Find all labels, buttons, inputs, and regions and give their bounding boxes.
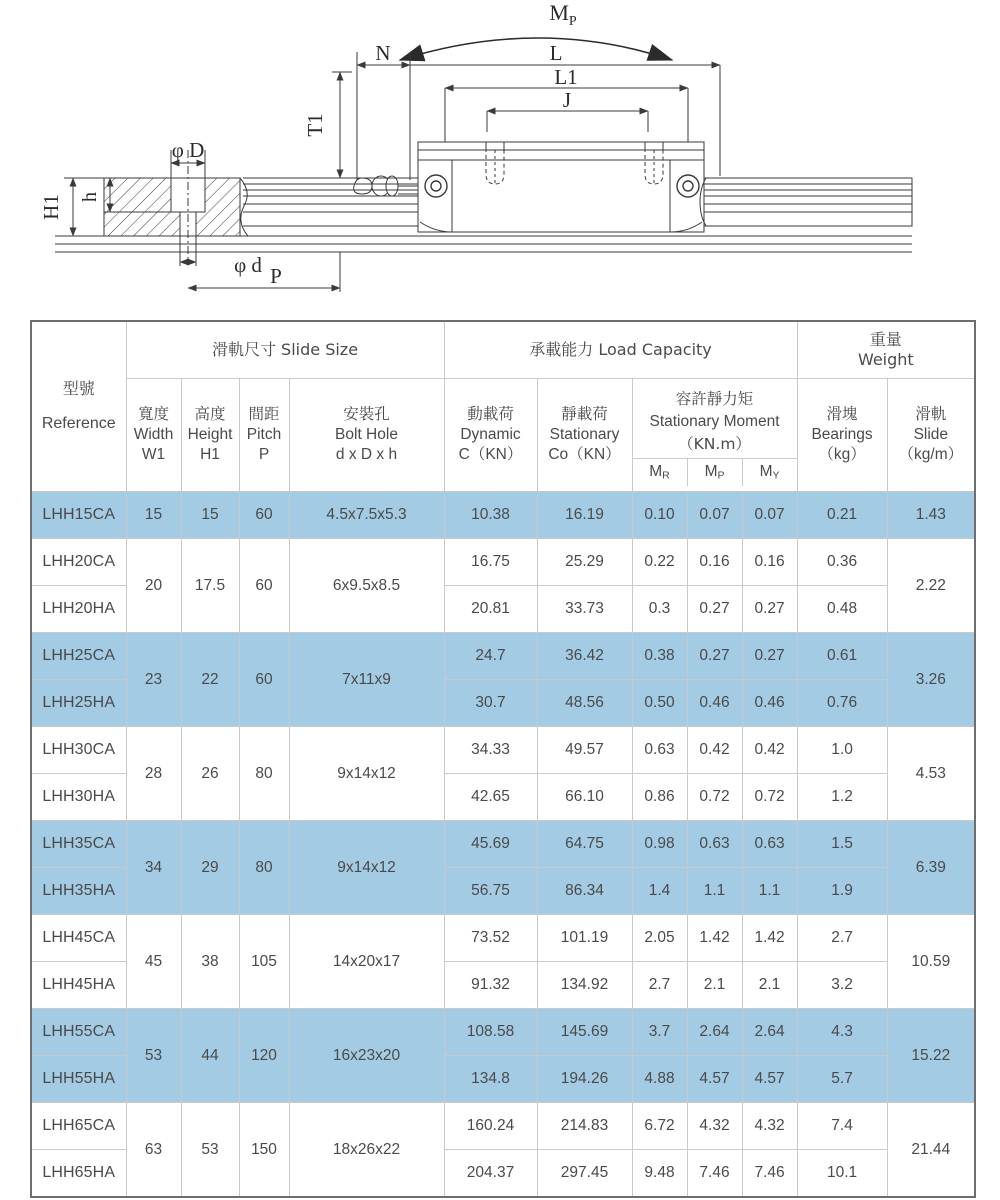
cell-bolt: 9x14x12: [289, 821, 444, 915]
cell-co: 66.10: [537, 774, 632, 821]
header-reference-cjk: 型號: [62, 379, 95, 399]
cell-h1: 26: [181, 727, 239, 821]
label-length-l: L: [549, 41, 563, 65]
cell-my: 1.1: [742, 868, 797, 915]
header-slide-en: Slide: [913, 426, 949, 444]
cell-bearings: 10.1: [797, 1150, 887, 1198]
cell-mr: 0.38: [632, 633, 687, 680]
cell-h1: 29: [181, 821, 239, 915]
cell-co: 49.57: [537, 727, 632, 774]
header-weight: [797, 321, 975, 379]
cell-p: 120: [239, 1009, 289, 1103]
cell-bolt: 7x11x9: [289, 633, 444, 727]
table-row: [31, 727, 975, 774]
header-w1-en: Width: [133, 426, 174, 444]
cell-reference: LHH25HA: [31, 680, 126, 727]
header-col-co: [537, 379, 632, 492]
label-moment-mp: $M_P$: [549, 0, 577, 29]
cell-p: 60: [239, 492, 289, 539]
cell-mp: 7.46: [687, 1150, 742, 1198]
cell-w1: 63: [126, 1103, 181, 1198]
header-bearings-en: Bearings: [811, 426, 873, 444]
cell-mp: 1.1: [687, 868, 742, 915]
header-load-capacity: 承載能力 Load Capacity: [444, 321, 797, 379]
cell-mr: 2.7: [632, 962, 687, 1009]
cell-co: 134.92: [537, 962, 632, 1009]
label-diameter-d: φ D: [171, 138, 205, 162]
cell-my: 2.64: [742, 1009, 797, 1056]
cell-bolt: 4.5x7.5x5.3: [289, 492, 444, 539]
table-header-group-row: [31, 321, 975, 379]
label-height-h: h: [79, 192, 101, 202]
cell-co: 48.56: [537, 680, 632, 727]
header-bolt-en: Bolt Hole: [335, 426, 398, 444]
cell-my: 0.42: [742, 727, 797, 774]
header-w1-sym: W1: [141, 445, 166, 463]
header-w1-cjk: 寬度: [137, 405, 169, 424]
cell-c: 108.58: [444, 1009, 537, 1056]
label-pitch-p: P: [270, 264, 282, 288]
header-slide-sym: （kg/m）: [898, 445, 964, 463]
cell-my: 0.27: [742, 586, 797, 633]
cell-my: 4.57: [742, 1056, 797, 1103]
cell-bolt: 6x9.5x8.5: [289, 539, 444, 633]
table-row: [31, 633, 975, 680]
cell-my: 2.1: [742, 962, 797, 1009]
cell-reference: LHH45CA: [31, 915, 126, 962]
header-co-sym: Co（KN）: [548, 445, 621, 463]
table-row: [31, 539, 975, 586]
cell-p: 80: [239, 821, 289, 915]
label-length-j: J: [562, 88, 572, 112]
cell-slide: 1.43: [887, 492, 975, 539]
cell-mp: 0.72: [687, 774, 742, 821]
cell-bearings: 1.9: [797, 868, 887, 915]
cell-c: 42.65: [444, 774, 537, 821]
cell-co: 194.26: [537, 1056, 632, 1103]
header-bearings-cjk: 滑塊: [826, 405, 858, 424]
cell-mp: 0.07: [687, 492, 742, 539]
cell-mr: 0.10: [632, 492, 687, 539]
cell-mr: 0.98: [632, 821, 687, 868]
cell-co: 25.29: [537, 539, 632, 586]
cell-my: 1.42: [742, 915, 797, 962]
table-row: [31, 1009, 975, 1056]
cell-mp: 2.64: [687, 1009, 742, 1056]
header-co-cjk: 靜載荷: [561, 405, 608, 424]
cell-mp: 2.1: [687, 962, 742, 1009]
header-h1-cjk: 高度: [194, 405, 226, 424]
cell-h1: 22: [181, 633, 239, 727]
cell-bolt: 16x23x20: [289, 1009, 444, 1103]
cell-w1: 45: [126, 915, 181, 1009]
cell-slide: 3.26: [887, 633, 975, 727]
table-row: [31, 915, 975, 962]
cell-bearings: 3.2: [797, 962, 887, 1009]
cell-reference: LHH20HA: [31, 586, 126, 633]
cell-reference: LHH35HA: [31, 868, 126, 915]
cell-p: 150: [239, 1103, 289, 1198]
cell-mr: 0.50: [632, 680, 687, 727]
cell-my: 0.72: [742, 774, 797, 821]
cell-co: 36.42: [537, 633, 632, 680]
cell-co: 145.69: [537, 1009, 632, 1056]
label-height-h1: H1: [39, 194, 63, 220]
header-moment-cjk: 容許靜力矩: [675, 390, 754, 409]
header-weight-en: Weight: [857, 350, 914, 369]
cell-bearings: 5.7: [797, 1056, 887, 1103]
cell-co: 86.34: [537, 868, 632, 915]
cell-mr: 4.88: [632, 1056, 687, 1103]
cell-reference: LHH15CA: [31, 492, 126, 539]
cell-slide: 2.22: [887, 539, 975, 633]
header-col-bolt: [289, 379, 444, 492]
cell-my: 0.63: [742, 821, 797, 868]
header-col-w1: [126, 379, 181, 492]
cell-bolt: 14x20x17: [289, 915, 444, 1009]
header-col-bearings: [797, 379, 887, 492]
cell-reference: LHH65HA: [31, 1150, 126, 1198]
cell-c: 160.24: [444, 1103, 537, 1150]
cell-reference: LHH45HA: [31, 962, 126, 1009]
table-row: [31, 1103, 975, 1150]
cell-my: 0.27: [742, 633, 797, 680]
cell-p: 105: [239, 915, 289, 1009]
header-p-sym: P: [258, 445, 270, 463]
cell-bearings: 7.4: [797, 1103, 887, 1150]
header-col-mr: $M_R$: [633, 459, 688, 486]
cell-bearings: 4.3: [797, 1009, 887, 1056]
header-col-h1: [181, 379, 239, 492]
cell-co: 33.73: [537, 586, 632, 633]
label-height-t1: T1: [303, 113, 327, 137]
cell-mr: 0.22: [632, 539, 687, 586]
header-stationary-moment: [632, 379, 797, 492]
cell-mr: 0.63: [632, 727, 687, 774]
cell-reference: LHH20CA: [31, 539, 126, 586]
cell-mr: 6.72: [632, 1103, 687, 1150]
cell-c: 30.7: [444, 680, 537, 727]
cell-slide: 21.44: [887, 1103, 975, 1198]
cell-c: 34.33: [444, 727, 537, 774]
cell-bolt: 9x14x12: [289, 727, 444, 821]
cell-mp: 0.16: [687, 539, 742, 586]
header-c-sym: C（KN）: [458, 445, 523, 463]
cell-mr: 3.7: [632, 1009, 687, 1056]
cell-w1: 53: [126, 1009, 181, 1103]
cell-bearings: 2.7: [797, 915, 887, 962]
cell-co: 16.19: [537, 492, 632, 539]
cell-c: 204.37: [444, 1150, 537, 1198]
header-bolt-cjk: 安裝孔: [343, 405, 390, 424]
header-moment-en: Stationary Moment: [649, 412, 780, 430]
cell-w1: 34: [126, 821, 181, 915]
cell-h1: 17.5: [181, 539, 239, 633]
cell-mp: 0.46: [687, 680, 742, 727]
header-p-en: Pitch: [246, 426, 282, 444]
header-p-cjk: 間距: [248, 405, 280, 424]
cell-w1: 23: [126, 633, 181, 727]
cell-slide: 15.22: [887, 1009, 975, 1103]
header-slide-cjk: 滑軌: [915, 405, 947, 424]
cell-c: 73.52: [444, 915, 537, 962]
cell-bearings: 0.76: [797, 680, 887, 727]
spec-table-body: [31, 321, 975, 1197]
cell-c: 10.38: [444, 492, 537, 539]
header-co-en: Stationary: [549, 426, 620, 444]
cell-bearings: 0.61: [797, 633, 887, 680]
cell-slide: 4.53: [887, 727, 975, 821]
cell-p: 80: [239, 727, 289, 821]
linear-guide-rail-technical-drawing: [0, 0, 1000, 312]
cell-mp: 0.63: [687, 821, 742, 868]
cell-bearings: 0.21: [797, 492, 887, 539]
cell-mr: 1.4: [632, 868, 687, 915]
label-length-l1: L1: [554, 65, 578, 89]
cell-c: 91.32: [444, 962, 537, 1009]
header-c-en: Dynamic: [460, 426, 521, 444]
cell-c: 16.75: [444, 539, 537, 586]
table-row: [31, 821, 975, 868]
label-length-n: N: [375, 41, 391, 65]
cell-reference: LHH25CA: [31, 633, 126, 680]
cell-mp: 0.27: [687, 633, 742, 680]
cell-my: 4.32: [742, 1103, 797, 1150]
cell-h1: 15: [181, 492, 239, 539]
header-col-my: $M_Y$: [759, 462, 780, 482]
cell-my: 0.16: [742, 539, 797, 586]
cell-my: 0.46: [742, 680, 797, 727]
cell-reference: LHH55CA: [31, 1009, 126, 1056]
header-col-mp: $M_P$: [688, 459, 743, 486]
cell-bearings: 1.0: [797, 727, 887, 774]
cell-mr: 0.3: [632, 586, 687, 633]
cell-h1: 44: [181, 1009, 239, 1103]
header-reference: [31, 321, 126, 492]
cell-p: 60: [239, 539, 289, 633]
cell-bolt: 18x26x22: [289, 1103, 444, 1198]
cell-w1: 28: [126, 727, 181, 821]
moment-arc: [400, 38, 672, 60]
cell-reference: LHH65CA: [31, 1103, 126, 1150]
cell-c: 56.75: [444, 868, 537, 915]
cell-mp: 0.27: [687, 586, 742, 633]
label-diameter-small-d: φ d: [234, 253, 262, 277]
cell-reference: LHH30CA: [31, 727, 126, 774]
header-col-p: [239, 379, 289, 492]
header-weight-cjk: 重量: [869, 329, 902, 349]
header-bolt-sym: d x D x h: [335, 445, 398, 463]
header-h1-en: Height: [187, 426, 233, 444]
cell-bearings: 0.36: [797, 539, 887, 586]
header-c-cjk: 動載荷: [467, 405, 514, 424]
header-h1-sym: H1: [200, 445, 220, 463]
cell-c: 134.8: [444, 1056, 537, 1103]
cell-slide: 10.59: [887, 915, 975, 1009]
spec-table-container: [30, 320, 976, 1198]
cell-w1: 20: [126, 539, 181, 633]
cell-co: 214.83: [537, 1103, 632, 1150]
cell-bearings: 1.2: [797, 774, 887, 821]
table-row: [31, 492, 975, 539]
header-col-slide: [887, 379, 975, 492]
cell-co: 64.75: [537, 821, 632, 868]
cell-bearings: 0.48: [797, 586, 887, 633]
cell-h1: 38: [181, 915, 239, 1009]
header-slide-size: 滑軌尺寸 Slide Size: [126, 321, 444, 379]
cell-mp: 0.42: [687, 727, 742, 774]
cell-mr: 2.05: [632, 915, 687, 962]
cell-p: 60: [239, 633, 289, 727]
cell-co: 297.45: [537, 1150, 632, 1198]
cell-mp: 1.42: [687, 915, 742, 962]
cell-c: 24.7: [444, 633, 537, 680]
header-col-c: [444, 379, 537, 492]
lhh-linear-guide-specification-table: [30, 320, 976, 1198]
cell-my: 0.07: [742, 492, 797, 539]
cell-bearings: 1.5: [797, 821, 887, 868]
cell-w1: 15: [126, 492, 181, 539]
header-reference-en: Reference: [41, 414, 116, 432]
cell-mr: 9.48: [632, 1150, 687, 1198]
table-header-column-row: [31, 379, 975, 492]
cell-co: 101.19: [537, 915, 632, 962]
header-moment-unit: （KN.m）: [678, 435, 751, 454]
cell-slide: 6.39: [887, 821, 975, 915]
cell-reference: LHH55HA: [31, 1056, 126, 1103]
cell-mp: 4.32: [687, 1103, 742, 1150]
cell-c: 45.69: [444, 821, 537, 868]
cell-reference: LHH30HA: [31, 774, 126, 821]
cell-mp: 4.57: [687, 1056, 742, 1103]
cell-mr: 0.86: [632, 774, 687, 821]
cell-c: 20.81: [444, 586, 537, 633]
cell-h1: 53: [181, 1103, 239, 1198]
cell-my: 7.46: [742, 1150, 797, 1198]
cell-reference: LHH35CA: [31, 821, 126, 868]
header-bearings-sym: （kg）: [818, 445, 866, 463]
